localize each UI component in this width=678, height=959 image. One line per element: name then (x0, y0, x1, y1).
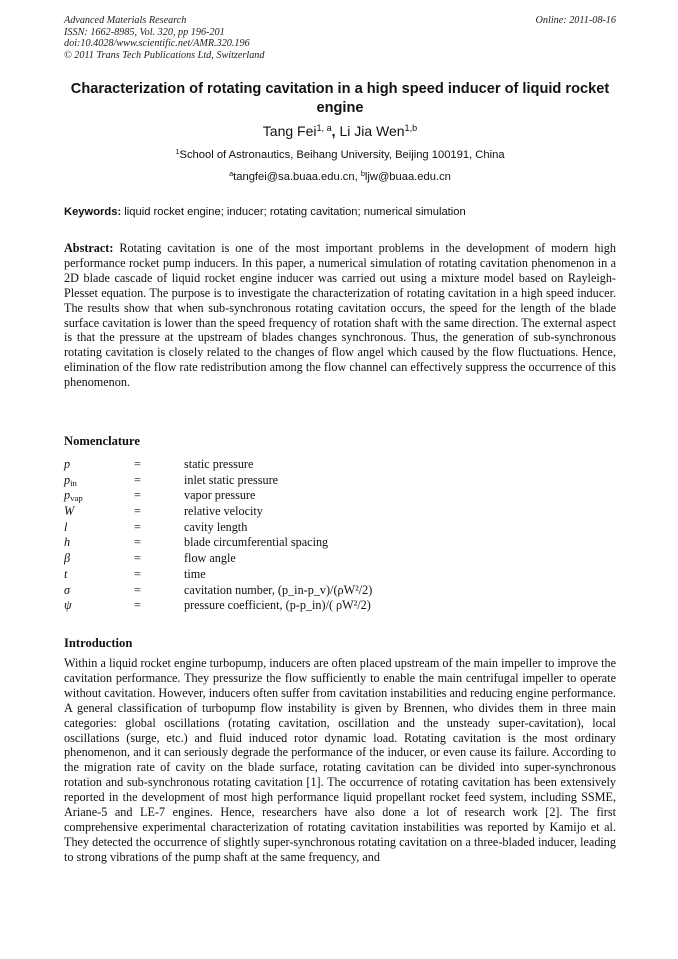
intro-paragraph-2: A general classification of turbopump flow instability is given by Brennen, who divides them in three main categories: global oscillations (rotating cavitation, oscillation and the unsteady super-cavitation), local oscillations (surge, etc.) and fluid induced rotor dynamic load. Rotating cavitation is the most ordinary phenomenon, and it can seriously degrade the performance of the inducer, or even cause its failure. According to the migration rate of cavity on the blade surface, rotating cavitation can be divided into super-synchronous rotation and sub-synchronous rotating cavitation [1]. The occurrence of rotating cavitation has been extensively reported in the development of most high performance liquid propellant rocket feed system, including SSME, Ariane-5 and LE-7 engines. Hence, researchers have also done a lot of research work [2]. The first comprehensive experimental characterization of rotating cavitation instabilities was reported by Kamijo et al. They detected the occurrence of slightly super-synchronous rotating cavitation on a three-bladed inducer, leading to strong vibrations of the pump shaft at the same frequency, and (64, 700, 616, 864)
issn-line: ISSN: 1662-8985, Vol. 320, pp 196-201 (64, 26, 225, 38)
introduction-body (64, 656, 616, 865)
author-1-affil: 1, a (316, 123, 332, 133)
nomenclature-row (64, 598, 616, 614)
nomenclature-heading: Nomenclature (64, 434, 141, 448)
nomenclature-symbol (64, 488, 83, 504)
nomenclature-equals: = (134, 519, 141, 534)
paper-title: Characterization of rotating cavitation in a high speed inducer of liquid rocket engine (70, 81, 610, 116)
author-separator: , (331, 123, 340, 139)
nomenclature-row (64, 504, 616, 520)
nomenclature-symbol (64, 457, 70, 473)
symbol-subscript: in (70, 477, 77, 488)
nomenclature-row (64, 567, 616, 583)
affiliation-text: School of Astronautics, Beihang University, Beijing 100191, China (179, 149, 505, 161)
author-1: Tang Fei (262, 123, 317, 139)
keywords-text: liquid rocket engine; inducer; rotating cavitation; numerical simulation (121, 206, 466, 218)
introduction-heading: Introduction (64, 636, 133, 650)
nomenclature-equals: = (134, 504, 141, 519)
abstract-text: Rotating cavitation is one of the most important problems in the development of modern high performance rocket pump inducers. In this paper, a numerical simulation of rotating cavitation phenomenon in a 2D blade cascade of liquid rocket engine inducer was carried out using a mixture model based on Rayleigh-Plesset equation. The purpose is to investigate the characterization of rotating cavitation in a high speed inducer. The results show that when sub-synchronous rotating cavitation occurs, the speed for the length of the blade surface cavitation is lower than the speed frequency of rotation shaft with the same direction. The external aspect is that the pressure at the upstream of blades changes synchronous. Thus, the generation of sub-synchronous rotating cavitation is closely related to the changes of flow angel which caused by the flow fluctuations. Hence, elimination of the flow rate redistribution among the flow channel can effectively suppress the occurrence of this phenomenon. (64, 241, 616, 390)
email-mark-b: b (360, 169, 365, 178)
doi-line: doi:10.4028/www.scientific.net/AMR.320.196 (64, 38, 250, 50)
symbol-base: p (64, 472, 71, 487)
keywords-label: Keywords: (64, 206, 122, 218)
author-line (64, 122, 616, 140)
journal-name: Advanced Materials Research (64, 15, 187, 26)
nomenclature-definition: static pressure (184, 457, 254, 471)
nomenclature-symbol (64, 504, 74, 520)
symbol-base: β (64, 551, 71, 566)
nomenclature-row (64, 535, 616, 551)
nomenclature-row (64, 457, 616, 473)
symbol-base: W (64, 504, 75, 519)
nomenclature-definition: blade circumferential spacing (184, 535, 329, 550)
nomenclature-list (64, 457, 616, 614)
nomenclature-definition: flow angle (184, 551, 236, 566)
nomenclature-symbol (64, 598, 72, 614)
keywords (64, 205, 616, 219)
symbol-base: p (64, 457, 71, 471)
email-b: ljw@buaa.edu.cn (364, 171, 451, 183)
symbol-base: σ (64, 582, 71, 597)
abstract-label: Abstract: (64, 241, 114, 255)
symbol-base: l (64, 519, 68, 534)
nomenclature-equals: = (134, 488, 141, 503)
nomenclature-equals: = (134, 551, 141, 566)
affiliation-mark: 1 (175, 147, 180, 156)
nomenclature-row (64, 520, 616, 536)
nomenclature-row (64, 473, 616, 489)
nomenclature-definition: time (184, 566, 206, 581)
nomenclature-equals: = (134, 535, 141, 550)
nomenclature-symbol (64, 535, 70, 551)
email-line (64, 170, 616, 184)
nomenclature-definition: cavity length (184, 519, 248, 534)
nomenclature-definition: cavitation number, (p_in-p_v)/(ρW²/2) (184, 582, 373, 597)
affiliation (64, 148, 616, 162)
nomenclature-row (64, 583, 616, 599)
author-2-affil: 1,b (404, 123, 418, 133)
author-2: Li Jia Wen (339, 123, 405, 139)
nomenclature-equals: = (134, 472, 141, 487)
email-mark-a: a (229, 169, 234, 178)
nomenclature-definition: vapor pressure (184, 488, 256, 503)
online-date: Online: 2011-08-16 (535, 15, 616, 26)
symbol-base: ψ (64, 598, 72, 613)
copyright-line: © 2011 Trans Tech Publications Ltd, Switzerland (64, 49, 265, 61)
symbol-base: h (64, 535, 71, 550)
nomenclature-row (64, 551, 616, 567)
nomenclature-definition: inlet static pressure (184, 472, 279, 487)
nomenclature-definition: pressure coefficient, (p-p_in)/( ρW²/2) (184, 598, 371, 613)
nomenclature-symbol (64, 567, 67, 583)
nomenclature-equals: = (134, 457, 141, 471)
journal-header (64, 15, 616, 61)
intro-paragraph-1: Within a liquid rocket engine turbopump, inducers are often placed upstream of the main impeller to improve the cavitation performance. They pressurize the flow sufficiently to enable the main centrifugal impeller to operate without cavitation. However, inducers often suffer from cavitation instabilities and reducing engine performance. (64, 656, 616, 700)
nomenclature-row (64, 488, 616, 504)
nomenclature-symbol (64, 551, 70, 567)
symbol-base: p (64, 488, 71, 503)
symbol-subscript: vap (70, 493, 83, 504)
nomenclature-symbol (64, 520, 67, 536)
email-a: tangfei@sa.buaa.edu.cn, (233, 171, 361, 183)
nomenclature-symbol (64, 583, 70, 599)
nomenclature-symbol (64, 473, 77, 489)
nomenclature-equals: = (134, 598, 141, 613)
symbol-base: t (64, 566, 68, 581)
nomenclature-equals: = (134, 582, 141, 597)
abstract (64, 241, 616, 390)
nomenclature-equals: = (134, 566, 141, 581)
nomenclature-definition: relative velocity (184, 504, 263, 519)
